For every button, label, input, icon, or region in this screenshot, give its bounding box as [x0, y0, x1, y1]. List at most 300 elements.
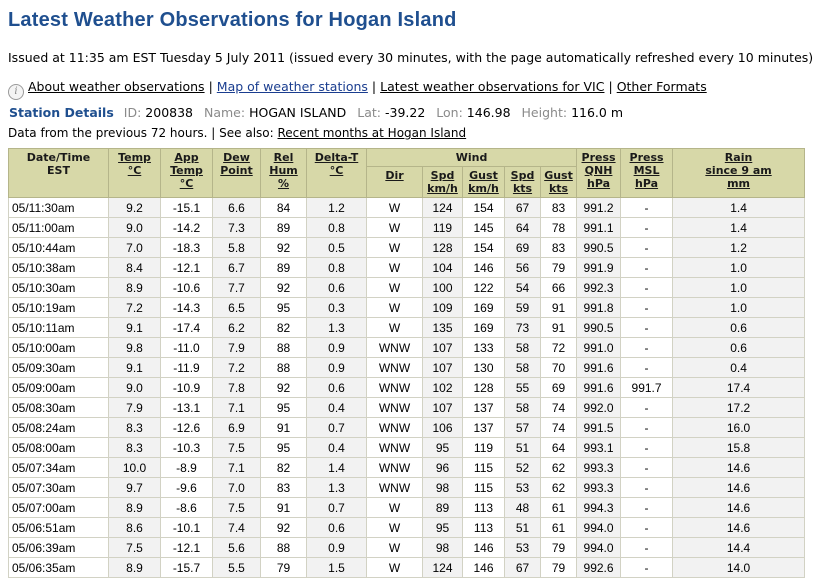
table-row: [9, 438, 805, 458]
cell-datetime: 05/06:35am: [9, 558, 109, 578]
col-gust-kts[interactable]: [541, 167, 577, 198]
hdr-spdkt-2: kts: [512, 182, 533, 195]
cell-rel-hum: 82: [261, 318, 307, 338]
previous-hours-text: Data from the previous 72 hours. | See also:: [8, 126, 274, 140]
table-row: [9, 538, 805, 558]
cell-spd-kts: 48: [505, 498, 541, 518]
hdr-gustkt-2: kts: [548, 182, 569, 195]
info-icon: i: [8, 84, 24, 100]
recent-months-link[interactable]: Recent months at Hogan Island: [277, 126, 467, 140]
cell-rain: 15.8: [673, 438, 805, 458]
cell-rain: 14.6: [673, 458, 805, 478]
cell-app-temp: -11.0: [161, 338, 213, 358]
cell-delta-t: 0.8: [307, 218, 367, 238]
cell-spd-kmh: 95: [423, 438, 463, 458]
cell-spd-kmh: 107: [423, 338, 463, 358]
cell-press-msl: -: [621, 318, 673, 338]
cell-wind-dir: WNW: [367, 478, 423, 498]
hdr-qnh-3: hPa: [587, 177, 611, 190]
cell-delta-t: 0.7: [307, 418, 367, 438]
cell-spd-kmh: 124: [423, 558, 463, 578]
cell-gust-kts: 61: [541, 498, 577, 518]
cell-press-msl: -: [621, 538, 673, 558]
cell-spd-kts: 59: [505, 298, 541, 318]
cell-datetime: 05/10:44am: [9, 238, 109, 258]
cell-spd-kmh: 119: [423, 218, 463, 238]
cell-press-qnh: 994.0: [577, 538, 621, 558]
cell-wind-dir: WNW: [367, 378, 423, 398]
cell-press-qnh: 991.8: [577, 298, 621, 318]
cell-spd-kmh: 98: [423, 478, 463, 498]
cell-wind-dir: WNW: [367, 438, 423, 458]
col-app-temp[interactable]: [161, 149, 213, 198]
cell-dew-point: 7.5: [213, 438, 261, 458]
previous-hours-note: [8, 126, 466, 140]
cell-dew-point: 6.9: [213, 418, 261, 438]
cell-gust-kmh: 130: [463, 358, 505, 378]
cell-temp: 8.6: [109, 518, 161, 538]
col-wind-dir[interactable]: [367, 167, 423, 198]
table-row: [9, 478, 805, 498]
cell-app-temp: -12.1: [161, 538, 213, 558]
cell-wind-dir: W: [367, 218, 423, 238]
cell-datetime: 05/10:38am: [9, 258, 109, 278]
cell-app-temp: -10.3: [161, 438, 213, 458]
station-details-heading: Station Details: [9, 105, 114, 120]
col-wind-group: Wind: [367, 149, 577, 167]
cell-rain: 14.6: [673, 478, 805, 498]
cell-gust-kmh: 154: [463, 238, 505, 258]
separator: |: [208, 79, 213, 94]
cell-datetime: 05/08:24am: [9, 418, 109, 438]
cell-dew-point: 7.7: [213, 278, 261, 298]
cell-gust-kts: 78: [541, 218, 577, 238]
cell-press-msl: -: [621, 258, 673, 278]
cell-gust-kts: 62: [541, 478, 577, 498]
cell-rel-hum: 88: [261, 538, 307, 558]
cell-rel-hum: 92: [261, 278, 307, 298]
hdr-delta-2: °C: [329, 164, 344, 177]
cell-press-qnh: 993.1: [577, 438, 621, 458]
cell-datetime: 05/06:51am: [9, 518, 109, 538]
cell-dew-point: 7.4: [213, 518, 261, 538]
observations-table-wrap: [8, 148, 804, 578]
cell-rel-hum: 92: [261, 518, 307, 538]
cell-press-qnh: 991.1: [577, 218, 621, 238]
cell-gust-kmh: 146: [463, 538, 505, 558]
cell-rain: 1.0: [673, 278, 805, 298]
cell-spd-kts: 51: [505, 518, 541, 538]
cell-gust-kmh: 122: [463, 278, 505, 298]
cell-rel-hum: 89: [261, 258, 307, 278]
cell-press-msl: -: [621, 238, 673, 258]
cell-press-qnh: 992.3: [577, 278, 621, 298]
cell-app-temp: -14.2: [161, 218, 213, 238]
cell-temp: 9.8: [109, 338, 161, 358]
links-bar: [8, 79, 707, 100]
table-row: [9, 418, 805, 438]
cell-temp: 10.0: [109, 458, 161, 478]
cell-rain: 14.6: [673, 498, 805, 518]
col-dew-point[interactable]: [213, 149, 261, 198]
table-row: [9, 238, 805, 258]
cell-rain: 1.2: [673, 238, 805, 258]
cell-press-msl: -: [621, 418, 673, 438]
cell-rain: 1.4: [673, 218, 805, 238]
cell-gust-kmh: 145: [463, 218, 505, 238]
cell-press-msl: -: [621, 358, 673, 378]
hdr-msl-3: hPa: [635, 177, 659, 190]
cell-spd-kts: 73: [505, 318, 541, 338]
cell-delta-t: 0.9: [307, 338, 367, 358]
station-height: 116.0 m: [571, 105, 623, 120]
cell-app-temp: -12.1: [161, 258, 213, 278]
cell-app-temp: -12.6: [161, 418, 213, 438]
cell-app-temp: -17.4: [161, 318, 213, 338]
cell-temp: 9.7: [109, 478, 161, 498]
cell-press-qnh: 993.3: [577, 478, 621, 498]
cell-delta-t: 0.6: [307, 518, 367, 538]
table-row: [9, 198, 805, 218]
cell-delta-t: 0.9: [307, 538, 367, 558]
cell-app-temp: -15.1: [161, 198, 213, 218]
col-gust-kmh[interactable]: [463, 167, 505, 198]
cell-delta-t: 0.7: [307, 498, 367, 518]
cell-rain: 14.4: [673, 538, 805, 558]
cell-spd-kts: 54: [505, 278, 541, 298]
cell-gust-kmh: 115: [463, 478, 505, 498]
table-row: [9, 278, 805, 298]
cell-rain: 1.0: [673, 258, 805, 278]
hdr-msl-2: MSL: [633, 164, 660, 177]
cell-wind-dir: W: [367, 278, 423, 298]
cell-temp: 9.1: [109, 318, 161, 338]
cell-rain: 1.0: [673, 298, 805, 318]
col-rel-hum[interactable]: [261, 149, 307, 198]
cell-gust-kmh: 154: [463, 198, 505, 218]
cell-temp: 9.2: [109, 198, 161, 218]
cell-spd-kmh: 95: [423, 518, 463, 538]
cell-spd-kmh: 124: [423, 198, 463, 218]
cell-wind-dir: W: [367, 318, 423, 338]
cell-delta-t: 0.9: [307, 358, 367, 378]
cell-rel-hum: 79: [261, 558, 307, 578]
cell-spd-kmh: 89: [423, 498, 463, 518]
hdr-spdkt-1: Spd: [510, 169, 535, 182]
cell-rel-hum: 95: [261, 298, 307, 318]
hdr-temp-2: °C: [127, 164, 142, 177]
cell-wind-dir: WNW: [367, 418, 423, 438]
cell-press-msl: -: [621, 458, 673, 478]
station-lat-label: Lat:: [357, 105, 382, 120]
cell-rel-hum: 83: [261, 478, 307, 498]
cell-temp: 9.0: [109, 378, 161, 398]
cell-press-qnh: 991.6: [577, 378, 621, 398]
cell-gust-kmh: 146: [463, 558, 505, 578]
cell-spd-kmh: 98: [423, 538, 463, 558]
col-spd-kts[interactable]: [505, 167, 541, 198]
cell-gust-kts: 83: [541, 238, 577, 258]
cell-dew-point: 7.5: [213, 498, 261, 518]
col-datetime[interactable]: [9, 149, 109, 198]
col-rain[interactable]: [673, 149, 805, 198]
hdr-datetime-1: Date/Time: [26, 151, 91, 164]
station-lon-label: Lon:: [436, 105, 463, 120]
cell-rel-hum: 88: [261, 338, 307, 358]
cell-press-qnh: 990.5: [577, 238, 621, 258]
table-row: [9, 258, 805, 278]
cell-app-temp: -11.9: [161, 358, 213, 378]
cell-spd-kts: 52: [505, 458, 541, 478]
cell-press-msl: -: [621, 518, 673, 538]
cell-datetime: 05/09:30am: [9, 358, 109, 378]
cell-dew-point: 6.7: [213, 258, 261, 278]
hdr-spdk-1: Spd: [430, 169, 455, 182]
cell-app-temp: -14.3: [161, 298, 213, 318]
cell-gust-kmh: 113: [463, 498, 505, 518]
cell-delta-t: 0.3: [307, 298, 367, 318]
cell-dew-point: 6.5: [213, 298, 261, 318]
cell-press-msl: -: [621, 498, 673, 518]
cell-gust-kmh: 169: [463, 298, 505, 318]
hdr-app-2: Temp: [170, 164, 203, 177]
cell-wind-dir: W: [367, 558, 423, 578]
cell-delta-t: 1.2: [307, 198, 367, 218]
cell-rel-hum: 84: [261, 198, 307, 218]
cell-spd-kmh: 96: [423, 458, 463, 478]
cell-rain: 1.4: [673, 198, 805, 218]
cell-wind-dir: W: [367, 238, 423, 258]
cell-gust-kts: 69: [541, 378, 577, 398]
cell-press-qnh: 992.0: [577, 398, 621, 418]
cell-gust-kts: 91: [541, 318, 577, 338]
col-spd-kmh[interactable]: [423, 167, 463, 198]
cell-gust-kts: 74: [541, 418, 577, 438]
cell-rain: 0.4: [673, 358, 805, 378]
hdr-gustk-2: km/h: [468, 182, 499, 195]
cell-delta-t: 0.6: [307, 378, 367, 398]
cell-delta-t: 0.8: [307, 258, 367, 278]
table-row: [9, 558, 805, 578]
cell-app-temp: -8.9: [161, 458, 213, 478]
cell-rel-hum: 88: [261, 358, 307, 378]
table-row: [9, 318, 805, 338]
other-formats-link[interactable]: Other Formats: [616, 79, 707, 94]
hdr-dir: Dir: [385, 169, 404, 182]
cell-spd-kts: 56: [505, 258, 541, 278]
station-id-label: ID:: [123, 105, 142, 120]
cell-rel-hum: 92: [261, 378, 307, 398]
cell-temp: 7.2: [109, 298, 161, 318]
cell-press-qnh: 991.2: [577, 198, 621, 218]
hdr-temp-1: Temp: [118, 151, 151, 164]
cell-rel-hum: 92: [261, 238, 307, 258]
cell-spd-kts: 53: [505, 538, 541, 558]
cell-spd-kmh: 107: [423, 358, 463, 378]
about-observations-link[interactable]: About weather observations: [28, 79, 205, 94]
cell-datetime: 05/09:00am: [9, 378, 109, 398]
table-row: [9, 398, 805, 418]
cell-dew-point: 5.6: [213, 538, 261, 558]
cell-temp: 8.9: [109, 278, 161, 298]
cell-gust-kts: 79: [541, 258, 577, 278]
col-temp[interactable]: [109, 149, 161, 198]
cell-spd-kts: 58: [505, 338, 541, 358]
cell-delta-t: 0.4: [307, 438, 367, 458]
cell-wind-dir: WNW: [367, 458, 423, 478]
cell-wind-dir: W: [367, 298, 423, 318]
cell-temp: 9.0: [109, 218, 161, 238]
cell-wind-dir: WNW: [367, 398, 423, 418]
table-row: [9, 338, 805, 358]
cell-press-msl: -: [621, 558, 673, 578]
cell-app-temp: -15.7: [161, 558, 213, 578]
cell-press-qnh: 993.3: [577, 458, 621, 478]
cell-spd-kts: 64: [505, 218, 541, 238]
cell-rel-hum: 89: [261, 218, 307, 238]
cell-gust-kts: 70: [541, 358, 577, 378]
cell-dew-point: 6.2: [213, 318, 261, 338]
cell-wind-dir: W: [367, 518, 423, 538]
cell-press-msl: -: [621, 278, 673, 298]
cell-wind-dir: W: [367, 198, 423, 218]
hdr-delta-1: Delta-T: [314, 151, 359, 164]
hdr-dew-2: Point: [220, 164, 253, 177]
cell-rain: 14.0: [673, 558, 805, 578]
cell-rain: 0.6: [673, 338, 805, 358]
cell-temp: 8.3: [109, 418, 161, 438]
cell-gust-kmh: 133: [463, 338, 505, 358]
cell-gust-kmh: 146: [463, 258, 505, 278]
cell-press-qnh: 991.6: [577, 358, 621, 378]
cell-datetime: 05/11:00am: [9, 218, 109, 238]
cell-datetime: 05/07:00am: [9, 498, 109, 518]
cell-dew-point: 7.9: [213, 338, 261, 358]
cell-press-msl: -: [621, 298, 673, 318]
cell-delta-t: 1.5: [307, 558, 367, 578]
station-details: [9, 105, 630, 120]
cell-gust-kts: 74: [541, 398, 577, 418]
observations-table: [8, 148, 805, 578]
cell-spd-kts: 67: [505, 198, 541, 218]
col-delta-t[interactable]: [307, 149, 367, 198]
hdr-app-1: App: [174, 151, 199, 164]
cell-gust-kts: 66: [541, 278, 577, 298]
cell-delta-t: 0.4: [307, 398, 367, 418]
hdr-hum-2: Hum: [269, 164, 298, 177]
cell-temp: 8.9: [109, 498, 161, 518]
latest-vic-link[interactable]: Latest weather observations for VIC: [380, 79, 605, 94]
cell-delta-t: 0.5: [307, 238, 367, 258]
hdr-rain-3: mm: [727, 177, 751, 190]
cell-wind-dir: W: [367, 258, 423, 278]
hdr-app-3: °C: [179, 177, 194, 190]
cell-app-temp: -8.6: [161, 498, 213, 518]
cell-press-msl: 991.7: [621, 378, 673, 398]
cell-delta-t: 1.3: [307, 478, 367, 498]
cell-datetime: 05/10:11am: [9, 318, 109, 338]
cell-spd-kts: 58: [505, 358, 541, 378]
cell-wind-dir: WNW: [367, 338, 423, 358]
hdr-dew-1: Dew: [223, 151, 250, 164]
cell-spd-kts: 67: [505, 558, 541, 578]
issued-text: Issued at 11:35 am EST Tuesday 5 July 2011 (issued every 30 minutes, with the page automatically refreshed every 10 minutes): [8, 50, 814, 65]
cell-gust-kts: 79: [541, 558, 577, 578]
cell-gust-kmh: 169: [463, 318, 505, 338]
cell-spd-kmh: 109: [423, 298, 463, 318]
hdr-hum-1: Rel: [273, 151, 294, 164]
cell-wind-dir: W: [367, 538, 423, 558]
cell-press-qnh: 990.5: [577, 318, 621, 338]
table-row: [9, 218, 805, 238]
cell-press-qnh: 991.9: [577, 258, 621, 278]
cell-temp: 8.3: [109, 438, 161, 458]
cell-datetime: 05/08:00am: [9, 438, 109, 458]
col-press-qnh[interactable]: [577, 149, 621, 198]
cell-gust-kts: 61: [541, 518, 577, 538]
cell-spd-kmh: 102: [423, 378, 463, 398]
cell-temp: 8.4: [109, 258, 161, 278]
cell-press-qnh: 994.3: [577, 498, 621, 518]
cell-datetime: 05/10:19am: [9, 298, 109, 318]
cell-datetime: 05/10:30am: [9, 278, 109, 298]
cell-delta-t: 1.3: [307, 318, 367, 338]
map-of-stations-link[interactable]: Map of weather stations: [216, 79, 368, 94]
separator: |: [371, 79, 377, 94]
station-id: 200838: [145, 105, 194, 120]
cell-rel-hum: 95: [261, 398, 307, 418]
cell-temp: 7.5: [109, 538, 161, 558]
cell-rain: 0.6: [673, 318, 805, 338]
cell-datetime: 05/06:39am: [9, 538, 109, 558]
cell-wind-dir: WNW: [367, 358, 423, 378]
cell-rel-hum: 91: [261, 498, 307, 518]
cell-dew-point: 5.5: [213, 558, 261, 578]
cell-rain: 16.0: [673, 418, 805, 438]
station-lat: -39.22: [385, 105, 426, 120]
cell-press-qnh: 991.0: [577, 338, 621, 358]
cell-wind-dir: W: [367, 498, 423, 518]
cell-spd-kts: 53: [505, 478, 541, 498]
cell-press-msl: -: [621, 438, 673, 458]
cell-gust-kmh: 119: [463, 438, 505, 458]
cell-rel-hum: 82: [261, 458, 307, 478]
cell-dew-point: 7.0: [213, 478, 261, 498]
col-press-msl[interactable]: [621, 149, 673, 198]
cell-app-temp: -10.6: [161, 278, 213, 298]
hdr-gustk-1: Gust: [469, 169, 498, 182]
cell-gust-kmh: 137: [463, 398, 505, 418]
cell-press-qnh: 992.6: [577, 558, 621, 578]
station-height-label: Height:: [521, 105, 568, 120]
table-row: [9, 298, 805, 318]
cell-spd-kts: 69: [505, 238, 541, 258]
hdr-spdk-2: km/h: [427, 182, 458, 195]
station-name: HOGAN ISLAND: [249, 105, 347, 120]
cell-app-temp: -9.6: [161, 478, 213, 498]
cell-press-qnh: 991.5: [577, 418, 621, 438]
cell-dew-point: 7.3: [213, 218, 261, 238]
cell-rain: 14.6: [673, 518, 805, 538]
table-row: [9, 498, 805, 518]
cell-dew-point: 7.8: [213, 378, 261, 398]
cell-app-temp: -18.3: [161, 238, 213, 258]
cell-app-temp: -10.9: [161, 378, 213, 398]
cell-temp: 7.9: [109, 398, 161, 418]
cell-press-msl: -: [621, 478, 673, 498]
cell-spd-kmh: 135: [423, 318, 463, 338]
cell-dew-point: 5.8: [213, 238, 261, 258]
